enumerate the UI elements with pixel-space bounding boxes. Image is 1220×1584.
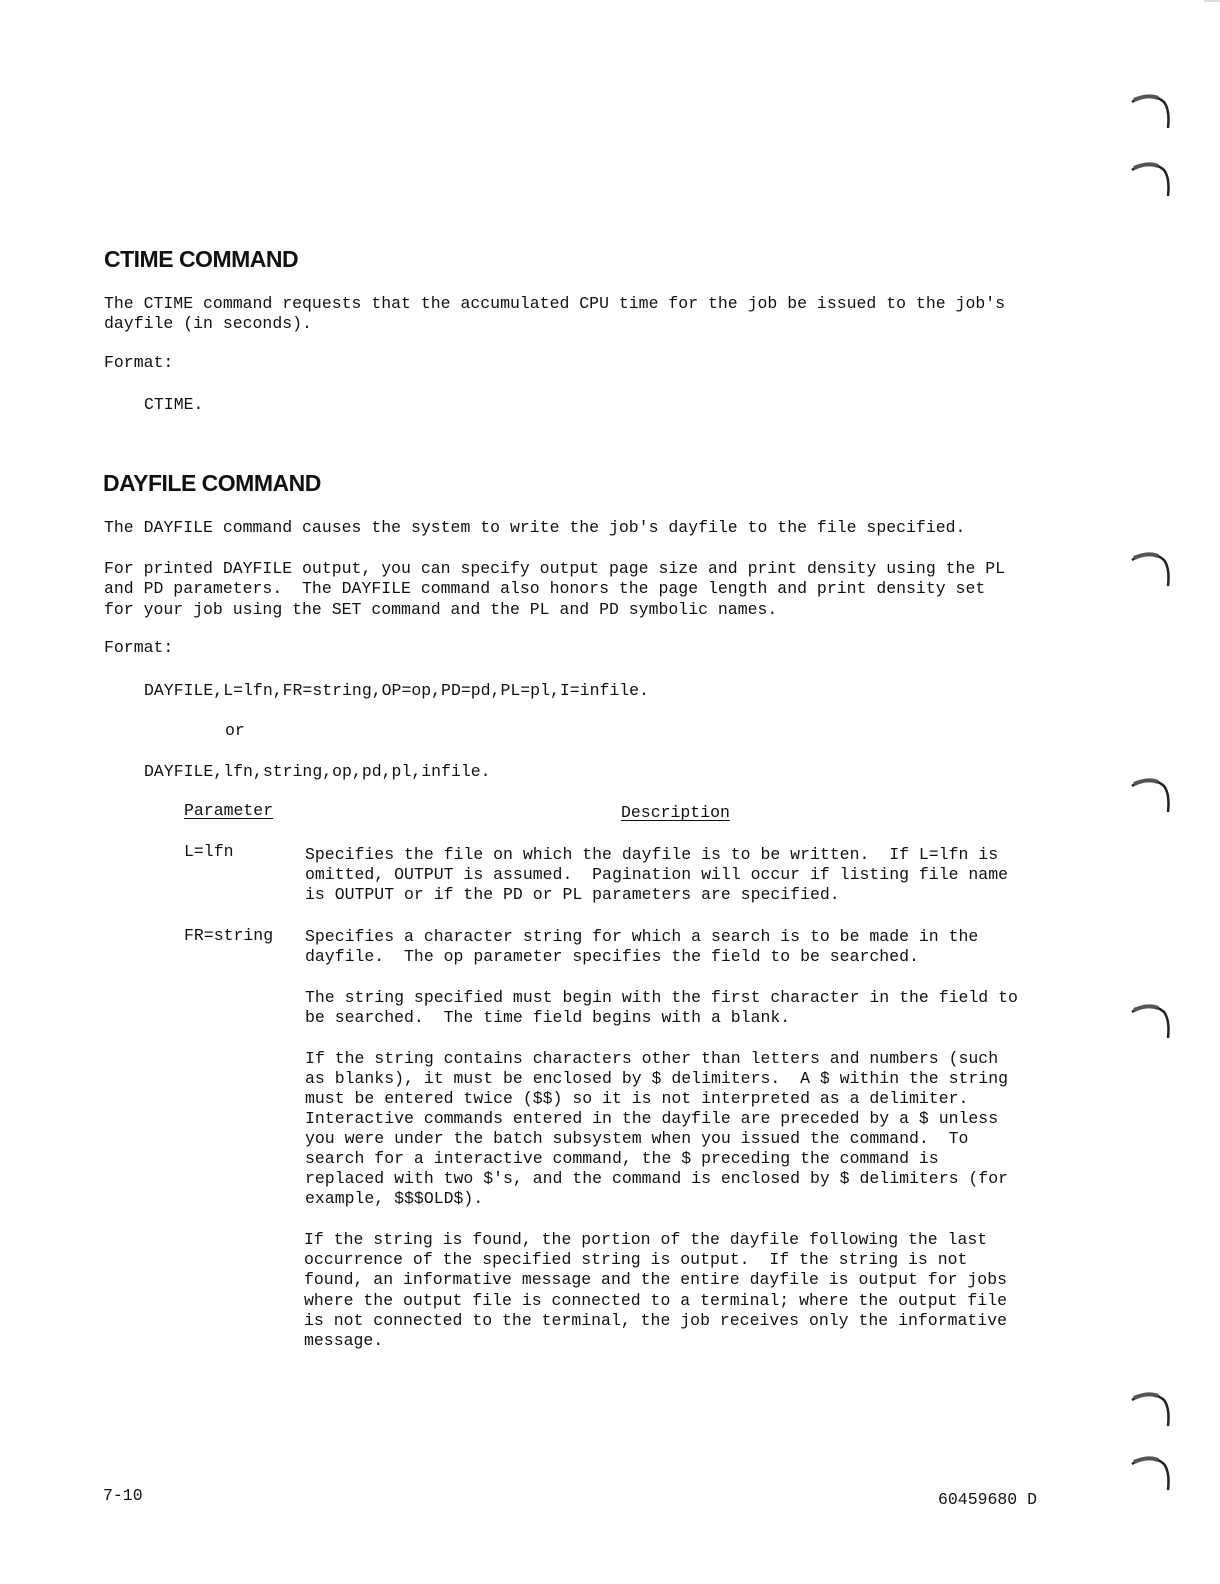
dayfile-format-label: Format:: [104, 638, 174, 657]
page-number: 7-10: [103, 1486, 143, 1505]
dayfile-intro2-line-3: for your job using the SET command and the PL and PD symbolic names.: [104, 600, 778, 619]
ctime-format: CTIME.: [144, 395, 204, 414]
binder-hole-mark: [1128, 156, 1174, 200]
param-desc-string-p3-line-6: search for a interactive command, the $ preceding the command is: [305, 1149, 939, 1168]
binder-hole-mark: [1128, 546, 1174, 590]
param-desc-string-p3-line-4: Interactive commands entered in the dayfile are preceded by a $ unless: [305, 1109, 999, 1128]
param-desc-string-p3-line-2: as blanks), it must be enclosed by $ delimiters. A $ within the string: [305, 1069, 1009, 1088]
param-desc-lfn-line-3: is OUTPUT or if the PD or PL parameters are specified.: [305, 885, 840, 904]
binder-hole-mark: [1128, 772, 1174, 816]
dayfile-heading: DAYFILE COMMAND: [103, 470, 321, 496]
param-desc-string-p3-line-5: you were under the batch subsystem when you issued the command. To: [305, 1129, 969, 1148]
param-desc-string-p3-line-8: example, $$$OLD$).: [305, 1189, 484, 1208]
page-edge-mark: [1204, 0, 1220, 2]
ctime-intro-line-2: dayfile (in seconds).: [104, 314, 312, 333]
param-name-string: FR=string: [184, 926, 274, 945]
dayfile-format-or: or: [225, 721, 245, 740]
ctime-format-label: Format:: [104, 353, 174, 372]
param-desc-lfn-line-1: Specifies the file on which the dayfile is to be written. If L=lfn is: [305, 845, 999, 864]
param-desc-string-p4-line-3: found, an informative message and the entire dayfile is output for jobs: [304, 1270, 1008, 1289]
binder-hole-mark: [1128, 88, 1174, 132]
dayfile-intro2-line-1: For printed DAYFILE output, you can specify output page size and print density using the PL: [104, 559, 1006, 578]
binder-hole-mark: [1128, 1450, 1174, 1494]
param-desc-string-p3-line-1: If the string contains characters other than letters and numbers (such: [305, 1049, 999, 1068]
description-column-header: Description: [621, 803, 730, 822]
param-desc-string-line-2: dayfile. The op parameter specifies the field to be searched.: [305, 947, 919, 966]
param-desc-string-p3-line-7: replaced with two $'s, and the command is enclosed by $ delimiters (for: [305, 1169, 1009, 1188]
param-desc-lfn-line-2: omitted, OUTPUT is assumed. Pagination will occur if listing file name: [305, 865, 1009, 884]
param-desc-string-p4-line-2: occurrence of the specified string is output. If the string is not: [304, 1250, 968, 1269]
param-desc-string-p4-line-4: where the output file is connected to a terminal; where the output file: [304, 1291, 1008, 1310]
param-desc-string-line-1: Specifies a character string for which a search is to be made in the: [305, 927, 979, 946]
dayfile-format-keyword: DAYFILE,L=lfn,FR=string,OP=op,PD=pd,PL=pl,I=infile.: [144, 681, 649, 700]
param-desc-string-p4-line-1: If the string is found, the portion of the dayfile following the last: [304, 1230, 988, 1249]
ctime-heading: CTIME COMMAND: [104, 246, 299, 272]
binder-hole-mark: [1128, 1386, 1174, 1430]
param-desc-string-p2-line-2: be searched. The time field begins with a blank.: [305, 1008, 791, 1027]
binder-hole-mark: [1128, 998, 1174, 1042]
parameter-column-header: Parameter: [184, 801, 274, 820]
dayfile-intro2-line-2: and PD parameters. The DAYFILE command also honors the page length and print density set: [104, 579, 986, 598]
ctime-intro-line-1: The CTIME command requests that the accumulated CPU time for the job be issued to the job's: [104, 294, 1006, 313]
param-desc-string-p4-line-6: message.: [304, 1331, 384, 1350]
dayfile-format-positional: DAYFILE,lfn,string,op,pd,pl,infile.: [144, 762, 491, 781]
dayfile-intro: The DAYFILE command causes the system to write the job's dayfile to the file specified.: [104, 518, 966, 537]
param-desc-string-p3-line-3: must be entered twice ($$) so it is not interpreted as a delimiter.: [305, 1089, 969, 1108]
param-name-lfn: L=lfn: [184, 842, 234, 861]
param-desc-string-p2-line-1: The string specified must begin with the first character in the field to: [305, 988, 1018, 1007]
document-number: 60459680 D: [938, 1490, 1038, 1509]
param-desc-string-p4-line-5: is not connected to the terminal, the job receives only the informative: [304, 1311, 1008, 1330]
